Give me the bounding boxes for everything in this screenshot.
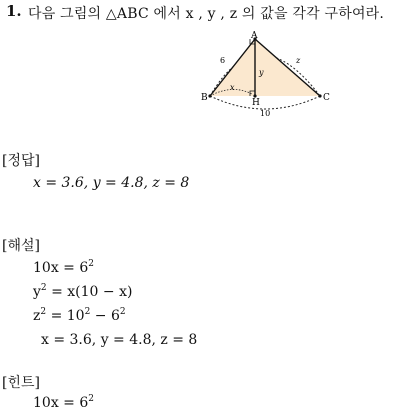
label-c: C [323,93,330,103]
hint-line-exp: 2 [88,394,94,404]
label-y: y [259,68,264,77]
solution-line-3-exp2: 2 [84,307,91,317]
answer-header: [정답] [2,153,40,169]
solution-line-3-exp1: 2 [40,307,47,317]
solution-line-1 [33,260,94,276]
solution-line-2-exp: 2 [40,283,47,293]
solution-line-3-text2: − 6 [90,308,120,324]
solution-line-1-exp: 2 [88,259,94,269]
point-c [318,94,321,97]
solution-line-3-var: z [33,308,41,324]
hint-line [33,395,94,411]
question-number: 1. [6,2,22,20]
solution-header: [해설] [2,238,40,254]
label-x: x [230,83,235,92]
solution-line-3-exp3: 2 [119,307,126,317]
answer-line: x = 3.6, y = 4.8, z = 8 [33,175,190,191]
solution-line-3-text1: = 10 [46,308,85,324]
label-h: H [252,98,260,108]
label-b: B [201,93,208,103]
solution-line-2 [33,284,132,300]
solution-line-1-text: 10x = 6 [33,260,89,276]
solution-line-4: x = 3.6, y = 4.8, z = 8 [41,332,198,348]
question-text: 다음 그림의 △ABC 에서 x , y , z 의 값을 각각 구하여라. [28,6,385,22]
solution-line-3 [33,308,126,324]
label-ab-length: 6 [220,56,226,65]
solution-line-2-var: y [33,284,41,300]
hint-header: [힌트] [2,375,40,391]
label-bc-length: 10 [260,109,271,118]
hint-line-text: 10x = 6 [33,395,89,411]
label-z: z [296,56,301,65]
triangle-figure [190,30,340,122]
solution-line-2-text: = x(10 − x) [46,284,133,300]
label-a: A [251,31,258,41]
point-b [208,94,211,97]
base-brace [210,96,320,109]
